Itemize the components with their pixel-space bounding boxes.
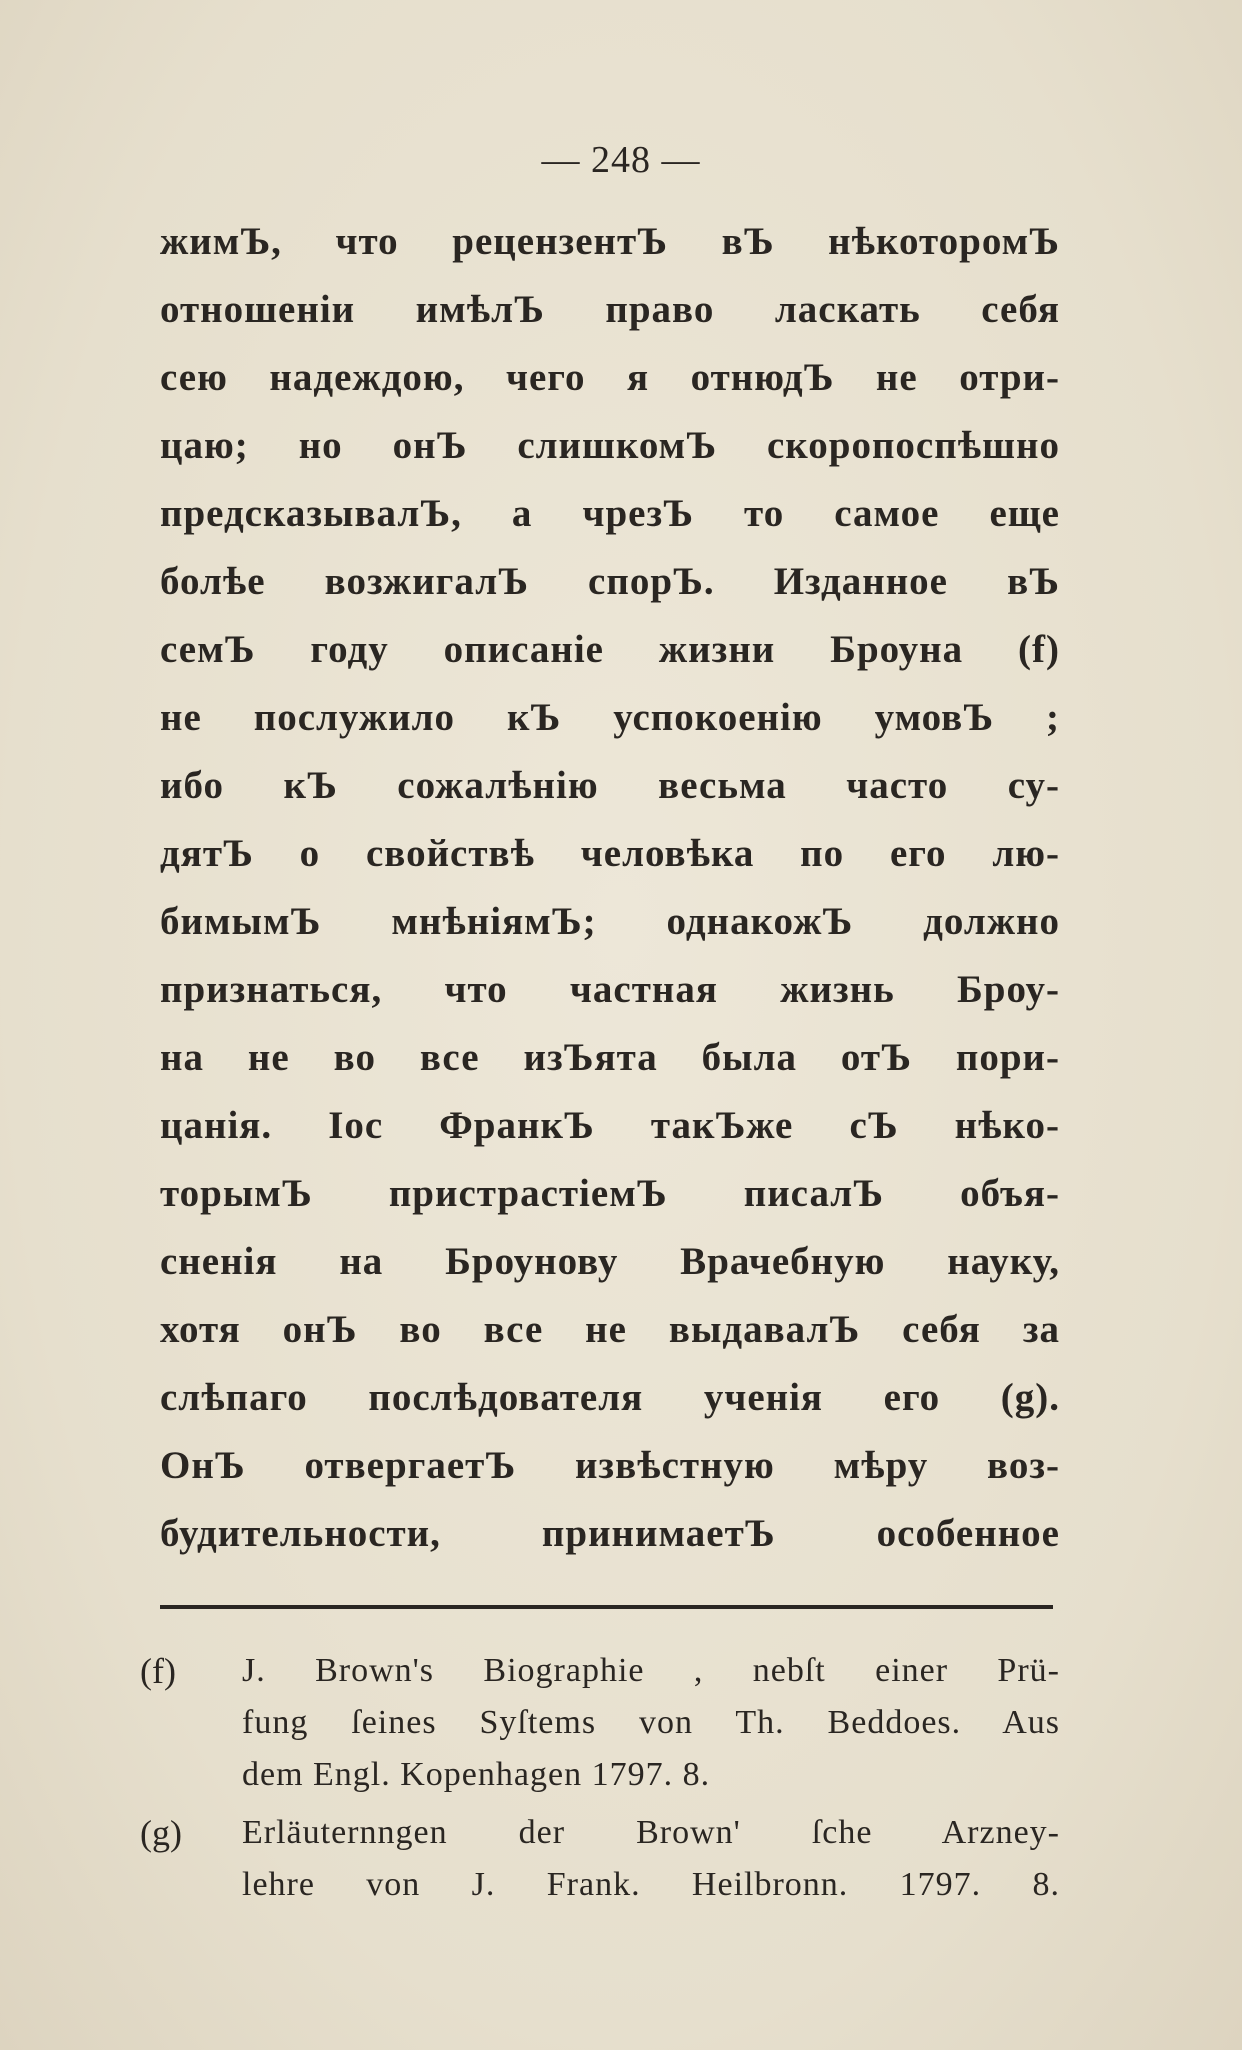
text-line: слѣпаго послѣдователя ученія его (g). <box>160 1376 1060 1419</box>
text-line: сею надеждою, чего я отнюдЪ не отри- <box>160 356 1060 399</box>
text-line: на не во все изЪята была отЪ пори- <box>160 1036 1060 1079</box>
text-line: цаю; но онЪ слишкомЪ скоропоспѣшно <box>160 424 1060 467</box>
footnote-divider <box>160 1605 1053 1609</box>
text-line: ОнЪ отвергаетЪ извѣстную мѣру воз- <box>160 1444 1060 1487</box>
text-line: предсказывалЪ, а чрезЪ то самое еще <box>160 492 1060 535</box>
footnote-line: dem Engl. Kopenhagen 1797. 8. <box>242 1756 711 1793</box>
footnotes <box>140 1645 1060 1917</box>
text-line: жимЪ, что рецензентЪ вЪ нѣкоторомЪ <box>160 220 1060 263</box>
text-line: отношеніи имѣлЪ право ласкать себя <box>160 288 1060 331</box>
text-line: не послужило кЪ успокоенію умовЪ ; <box>160 696 1060 739</box>
footnote-line: Erläuternngen der Brown' ſche Arzney- <box>242 1814 1060 1851</box>
footnote-g <box>140 1807 1060 1911</box>
footnote-line: lehre von J. Frank. Heilbronn. 1797. 8. <box>242 1866 1060 1903</box>
page-number: — 248 — <box>541 139 701 181</box>
text-line: торымЪ пристрастіемЪ писалЪ объя- <box>160 1172 1060 1215</box>
text-line: будительности, принимаетЪ особенное <box>160 1512 1060 1555</box>
text-line: дятЪ о свойствѣ человѣка по его лю- <box>160 832 1060 875</box>
footnote-line: J. Brown's Biographie , nebſt einer Prü- <box>242 1652 1060 1689</box>
text-line: хотя онЪ во все не выдавалЪ себя за <box>160 1308 1060 1351</box>
footnote-mark: (g) <box>140 1813 182 1853</box>
text-line: бимымЪ мнѣніямЪ; однакожЪ должно <box>160 900 1060 943</box>
footnote-mark: (f) <box>140 1651 176 1691</box>
text-line: болѣе возжигалЪ спорЪ. Изданное вЪ <box>160 560 1060 603</box>
text-line: сненія на Броунову Врачебную науку, <box>160 1240 1060 1283</box>
text-line: признаться, что частная жизнь Броу- <box>160 968 1060 1011</box>
text-line: семЪ году описаніе жизни Броуна (f) <box>160 628 1060 671</box>
body-text <box>160 208 1060 1568</box>
text-line: цанія. Іос ФранкЪ такЪже сЪ нѣко- <box>160 1104 1060 1147</box>
footnote-f <box>140 1645 1060 1801</box>
text-line: ибо кЪ сожалѣнію весьма часто су- <box>160 764 1060 807</box>
footnote-line: fung ſeines Syſtems von Th. Beddoes. Aus <box>242 1704 1060 1741</box>
